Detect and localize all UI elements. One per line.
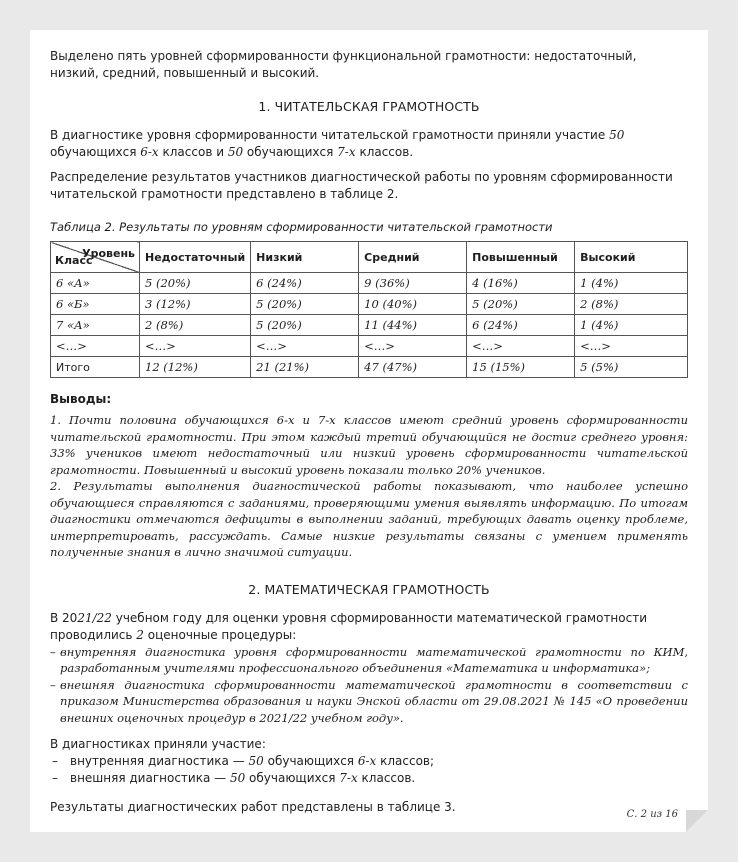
column-header: Средний [359,242,467,273]
procedure-text: внешняя диагностика сформированности математической грамотности в соответствии с приказом Министерства образования и науки Энской области от 29.08.2021 № 145 «О проведении внешних оценочных процедур в 2021/22 учебном году». [60,677,688,725]
text-fragment: классов и [158,145,228,159]
text-fragment: внутренняя диагностика — [70,754,249,768]
results-table [50,241,688,378]
results-note: Результаты диагностических работ представлены в таблице 3. [50,800,456,814]
table-cell: 11 (44%) [359,315,467,336]
text-fragment: обучающихся [50,145,141,159]
conclusion-1: 1. Почти половина обучающихся 6-х и 7-х классов имеют средний уровень сформированности читательской грамотности. При этом каждый третий обучающийся не достиг среднего уровня: 33% учеников имеют недостаточный или низкий уровень сформированности читательской грамотности. Повышенный и высокий уровень показали только 20% учеников. [50,413,688,477]
school-year: 21/22 [77,610,112,625]
table-caption: Таблица 2. Результаты по уровням сформированности читательской грамотности [50,220,553,234]
table-cell: <…> [140,336,251,357]
text-fragment: классов; [376,754,435,768]
class-label: 6-х [357,754,377,768]
class-label: 7-х [337,145,356,159]
table-cell: 5 (5%) [575,357,688,378]
table-row-total [51,357,688,378]
conclusions-title: Выводы: [50,392,112,406]
table-cell: 21 (21%) [251,357,359,378]
distribution-paragraph: Распределение результатов участников диагностической работы по уровням сформированности читательской грамотности представлено в таблице 2. [50,170,673,201]
corner-level-label: Уровень [82,247,135,260]
table-row [51,315,688,336]
text-fragment: учебном году для оценки уровня сформированности математической грамотности проводились [50,610,648,642]
math-procedures-paragraph [50,610,688,644]
document-page [30,30,708,832]
table-cell: 6 (24%) [251,273,359,294]
number: 50 [227,145,244,159]
table-cell: 5 (20%) [467,294,575,315]
conclusion-2: 2. Результаты выполнения диагностической работы показывают, что наиболее успешно обучающиеся справляются с заданиями, проверяющими умения выявлять информацию. По итогам диагностики отмечаются дефициты в выполнении заданий, требующих давать оценку проблеме, интерпретировать, рассуждать. Самые низкие результаты связаны с умением применять полученные знания в лично значимой ситуации. [50,479,688,559]
table-cell: 2 (8%) [575,294,688,315]
table-cell: 6 (24%) [467,315,575,336]
table-cell: 3 (12%) [140,294,251,315]
row-label: 7 «А» [51,315,140,336]
table-cell: 1 (4%) [575,315,688,336]
procedures-list [50,644,688,727]
column-header: Низкий [251,242,359,273]
table-cell: 10 (40%) [359,294,467,315]
table-corner-cell [51,242,140,273]
text-fragment: В диагностике уровня сформированности читательской грамотности приняли участие [50,128,610,142]
table-cell: 1 (4%) [575,273,688,294]
class-label: 6-х [140,145,159,159]
number: 2 [136,627,144,642]
page-content [50,48,688,816]
class-label: 7-х [339,771,358,785]
text-fragment: классов. [355,145,414,159]
list-marker: – [50,644,56,659]
number: 50 [229,771,246,785]
list-item [50,753,688,770]
row-label: Итого [51,357,140,378]
column-header: Повышенный [467,242,575,273]
number: 50 [609,128,625,142]
intro-paragraph: Выделено пять уровней сформированности функциональной грамотности: недостаточный, низкий, средний, повышенный и высокий. [50,49,637,80]
row-label: 6 «Б» [51,294,140,315]
table-cell: 5 (20%) [251,315,359,336]
table-cell: <…> [467,336,575,357]
row-label: 6 «А» [51,273,140,294]
list-item [50,644,688,677]
table-cell: 5 (20%) [140,273,251,294]
table-cell: 47 (47%) [359,357,467,378]
table-row [51,336,688,357]
table-cell: <…> [359,336,467,357]
table-cell: 4 (16%) [467,273,575,294]
column-header: Высокий [575,242,688,273]
table-cell: 5 (20%) [251,294,359,315]
list-item [50,677,688,727]
corner-class-label: Класс [55,254,93,267]
text-fragment: обучающихся [245,771,340,785]
table-cell: 12 (12%) [140,357,251,378]
table-cell: <…> [251,336,359,357]
table-row [51,273,688,294]
text-fragment: обучающихся [263,754,358,768]
table-cell: 15 (15%) [467,357,575,378]
text-fragment: оценочные процедуры: [143,627,297,642]
section-heading-math: 2. МАТЕМАТИЧЕСКАЯ ГРАМОТНОСТЬ [248,581,490,597]
list-marker: – [52,771,58,785]
section-heading-reading: 1. ЧИТАТЕЛЬСКАЯ ГРАМОТНОСТЬ [258,99,480,114]
reading-participants-paragraph [50,127,688,161]
page-number: С. 2 из 16 [626,809,678,820]
list-marker: – [52,754,58,768]
page-fold-corner [686,810,708,832]
text-fragment: обучающихся [243,145,338,159]
text-fragment: классов. [357,771,416,785]
table-cell: 2 (8%) [140,315,251,336]
list-item [50,770,688,787]
list-marker: – [50,677,56,692]
table-cell: <…> [575,336,688,357]
column-header: Недостаточный [140,242,251,273]
text-fragment: В 20 [50,610,78,625]
table-row [51,294,688,315]
participants-list [50,753,688,787]
participants-intro: В диагностиках приняли участие: [50,737,266,751]
row-label: <…> [51,336,140,357]
table-cell: 9 (36%) [359,273,467,294]
number: 50 [248,754,264,768]
text-fragment: внешняя диагностика — [70,771,230,785]
procedure-text: внутренняя диагностика уровня сформированности математической грамотности по КИМ, разработанным учителями профессионального объединения «Математика и информатика»; [60,644,688,675]
table-header-row [51,242,688,273]
